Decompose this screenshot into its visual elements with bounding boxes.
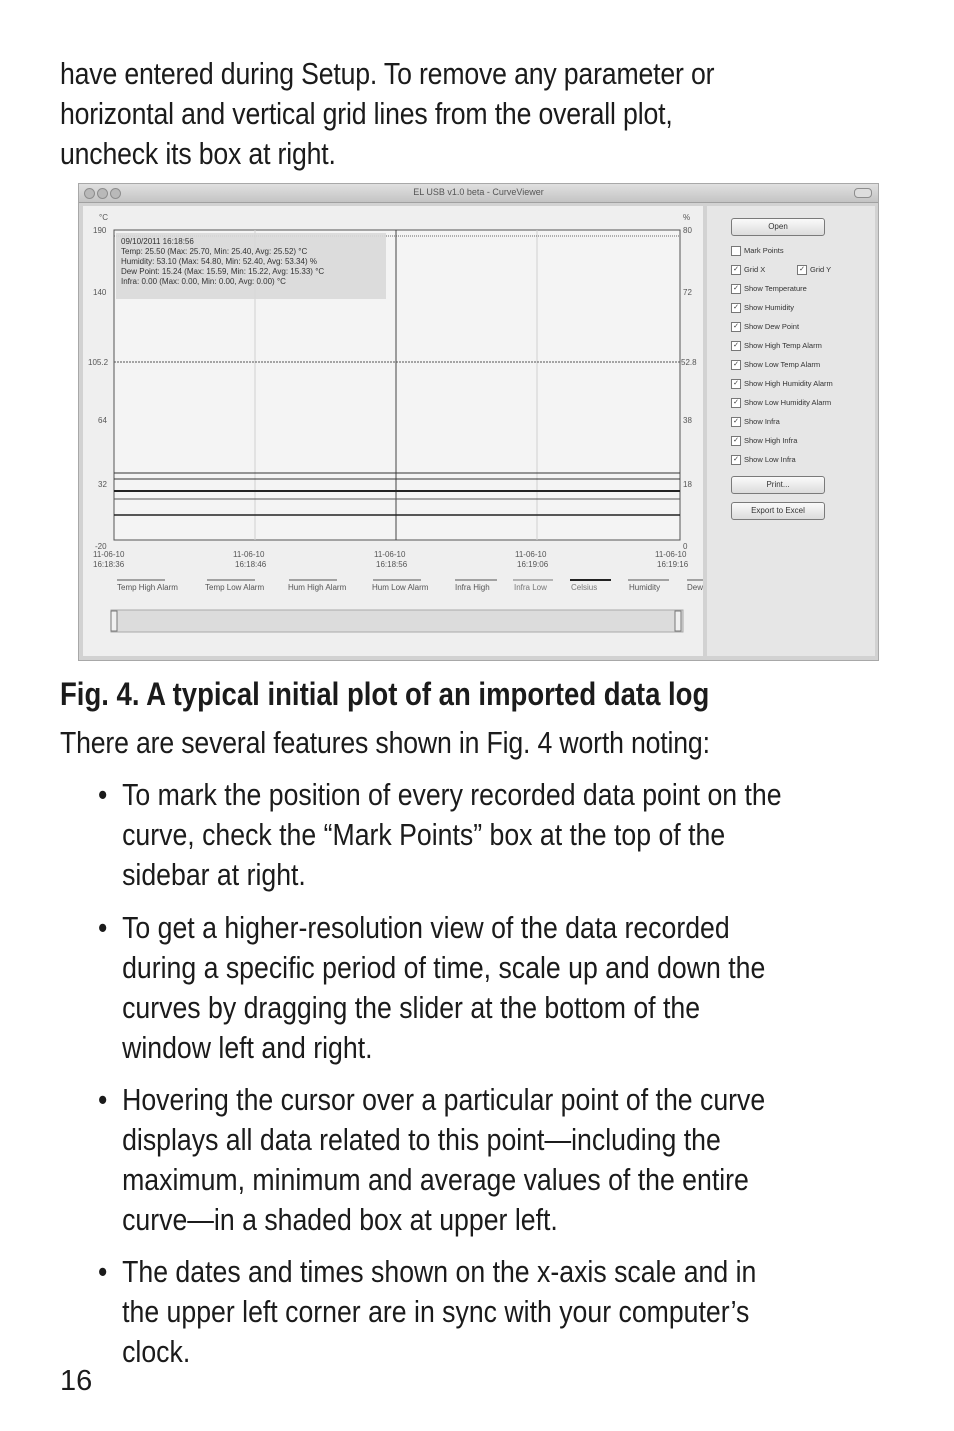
- toolbar-toggle-icon[interactable]: [854, 188, 872, 198]
- x-tick-date: 11-06-10: [374, 550, 406, 559]
- show-high-humidity-alarm-checkbox[interactable]: [731, 379, 833, 389]
- show-humidity-checkbox[interactable]: [731, 303, 794, 313]
- checkmark-icon: ✓: [731, 284, 741, 294]
- x-tick-time: 16:19:16: [657, 560, 689, 569]
- y-right-tick: 18: [683, 480, 692, 489]
- show-dew-point-checkbox[interactable]: [731, 322, 799, 332]
- checkbox-label: Show Low Infra: [744, 455, 796, 464]
- bullet-dot: •: [98, 910, 108, 945]
- bullet-line: curves by dragging the slider at the bottom of the: [122, 990, 701, 1025]
- export-to-excel-button[interactable]: Export to Excel: [731, 502, 825, 520]
- y-right-tick: 52.8: [681, 358, 697, 367]
- checkmark-icon: ✓: [731, 322, 741, 332]
- grid-y-checkbox[interactable]: [797, 265, 831, 275]
- checkmark-icon: ✓: [731, 455, 741, 465]
- intro-paragraph: [60, 54, 714, 174]
- bullet-line: during a specific period of time, scale up and down the: [122, 950, 766, 985]
- bullet-line: maximum, minimum and average values of the entire: [122, 1162, 749, 1197]
- checkbox-label: Grid X: [744, 265, 766, 274]
- legend-item: Infra Low: [514, 583, 547, 592]
- y-right-tick: 38: [683, 416, 692, 425]
- y-right-tick: 72: [683, 288, 692, 297]
- bullet-line: curve, check the “Mark Points” box at the top of the: [122, 817, 726, 852]
- info-box-line: Temp: 25.50 (Max: 25.70, Min: 25.40, Avg: 25.52) °C: [121, 247, 308, 256]
- bullet-dot: •: [98, 1254, 108, 1289]
- bullet-line: To mark the position of every recorded data point on the: [122, 777, 782, 812]
- plot-svg: [83, 206, 703, 656]
- y-left-unit: °C: [99, 213, 108, 222]
- checkmark-icon: ✓: [731, 379, 741, 389]
- grid-x-checkbox[interactable]: [731, 265, 765, 275]
- show-infra-checkbox[interactable]: [731, 417, 780, 427]
- intro-line: horizontal and vertical grid lines from the overall plot,: [60, 96, 673, 131]
- checkmark-icon: ✓: [731, 436, 741, 446]
- x-tick-time: 16:19:06: [517, 560, 549, 569]
- checkbox-label: Show Low Humidity Alarm: [744, 398, 832, 407]
- y-right-unit: %: [683, 213, 691, 222]
- checkbox-label: Show Low Temp Alarm: [744, 360, 821, 369]
- slider-right-handle[interactable]: [675, 611, 681, 631]
- lead-paragraph: [60, 723, 710, 763]
- y-left-tick: -20: [95, 542, 107, 551]
- checkbox-label: Show Infra: [744, 417, 780, 426]
- checkmark-icon: ✓: [731, 417, 741, 427]
- checkmark-icon: ✓: [731, 265, 741, 275]
- bullet-line: clock.: [122, 1334, 191, 1369]
- bullet-line: the upper left corner are in sync with your computer’s: [122, 1294, 750, 1329]
- plot-area: [83, 206, 703, 656]
- x-tick-time: 16:18:36: [93, 560, 125, 569]
- bullet-line: curve—in a shaded box at upper left.: [122, 1202, 558, 1237]
- lead-line: There are several features shown in Fig. 4 worth noting:: [60, 725, 710, 760]
- checkbox-icon: [731, 246, 741, 256]
- show-temperature-checkbox[interactable]: [731, 284, 807, 294]
- curveviewer-screenshot: [78, 183, 879, 661]
- page-number: 16: [60, 1365, 93, 1397]
- y-left-tick: 105.2: [88, 358, 109, 367]
- y-right-tick: 80: [683, 226, 692, 235]
- y-right-tick: 0: [683, 542, 688, 551]
- show-low-temp-alarm-checkbox[interactable]: [731, 360, 820, 370]
- checkbox-label: Show Humidity: [744, 303, 795, 312]
- x-tick-time: 16:18:56: [376, 560, 408, 569]
- checkmark-icon: ✓: [731, 341, 741, 351]
- bullet-line: Hovering the cursor over a particular point of the curve: [122, 1082, 766, 1117]
- legend-item: Temp High Alarm: [117, 583, 178, 592]
- window-titlebar: [79, 184, 878, 203]
- show-high-temp-alarm-checkbox[interactable]: [731, 341, 822, 351]
- checkmark-icon: ✓: [731, 303, 741, 313]
- checkbox-label: Show High Temp Alarm: [744, 341, 822, 350]
- sidebar: [707, 206, 875, 656]
- x-tick-date: 11-06-10: [93, 550, 125, 559]
- intro-line: have entered during Setup. To remove any parameter or: [60, 56, 715, 91]
- open-button[interactable]: Open: [731, 218, 825, 236]
- bullet-dot: •: [98, 777, 108, 812]
- bullet-line: window left and right.: [122, 1030, 373, 1065]
- print-button[interactable]: Print...: [731, 476, 825, 494]
- legend-item: Infra High: [455, 583, 490, 592]
- checkbox-label: Mark Points: [744, 246, 784, 255]
- x-tick-date: 11-06-10: [233, 550, 265, 559]
- checkbox-label: Show Temperature: [744, 284, 807, 293]
- bullet-line: sidebar at right.: [122, 857, 306, 892]
- bullet-dot: •: [98, 1082, 108, 1117]
- window-title: EL USB v1.0 beta - CurveViewer: [413, 187, 544, 197]
- checkbox-label: Show High Infra: [744, 436, 798, 445]
- bullet-line: The dates and times shown on the x-axis scale and in: [122, 1254, 757, 1289]
- y-left-tick: 190: [93, 226, 107, 235]
- bullet-line: displays all data related to this point—including the: [122, 1122, 721, 1157]
- checkbox-label: Show Dew Point: [744, 322, 800, 331]
- slider-left-handle[interactable]: [111, 611, 117, 631]
- show-low-humidity-alarm-checkbox[interactable]: [731, 398, 831, 408]
- show-low-infra-checkbox[interactable]: [731, 455, 796, 465]
- bullet-line: To get a higher-resolution view of the data recorded: [122, 910, 730, 945]
- info-box-line: Dew Point: 15.24 (Max: 15.59, Min: 15.22, Avg: 15.33) °C: [121, 267, 325, 276]
- legend-item: Hum High Alarm: [288, 583, 347, 592]
- x-tick-date: 11-06-10: [655, 550, 687, 559]
- checkbox-label: Show High Humidity Alarm: [744, 379, 833, 388]
- intro-line: uncheck its box at right.: [60, 136, 336, 171]
- x-tick-date: 11-06-10: [515, 550, 547, 559]
- show-high-infra-checkbox[interactable]: [731, 436, 797, 446]
- legend: [117, 580, 703, 592]
- mark-points-checkbox[interactable]: [731, 246, 784, 256]
- checkmark-icon: ✓: [731, 398, 741, 408]
- legend-item: Humidity: [629, 583, 661, 592]
- figure-caption: Fig. 4. A typical initial plot of an imported data log: [60, 676, 710, 712]
- info-box-line: Humidity: 53.10 (Max: 54.80, Min: 52.40, Avg: 53.34) %: [121, 257, 317, 266]
- legend-item: Temp Low Alarm: [205, 583, 265, 592]
- checkbox-label: Grid Y: [810, 265, 832, 274]
- legend-item: Hum Low Alarm: [372, 583, 429, 592]
- info-box-line: Infra: 0.00 (Max: 0.00, Min: 0.00, Avg: 0.00) °C: [121, 277, 286, 286]
- legend-item: Dew: [687, 583, 703, 592]
- x-tick-time: 16:18:46: [235, 560, 267, 569]
- info-box-line: 09/10/2011 16:18:56: [121, 237, 194, 246]
- y-left-tick: 64: [98, 416, 107, 425]
- y-left-tick: 32: [98, 480, 107, 489]
- time-range-slider[interactable]: [111, 610, 683, 632]
- checkmark-icon: ✓: [797, 265, 807, 275]
- slider-track: [111, 610, 683, 632]
- legend-item: Celsius: [571, 583, 598, 592]
- y-left-tick: 140: [93, 288, 107, 297]
- checkmark-icon: ✓: [731, 360, 741, 370]
